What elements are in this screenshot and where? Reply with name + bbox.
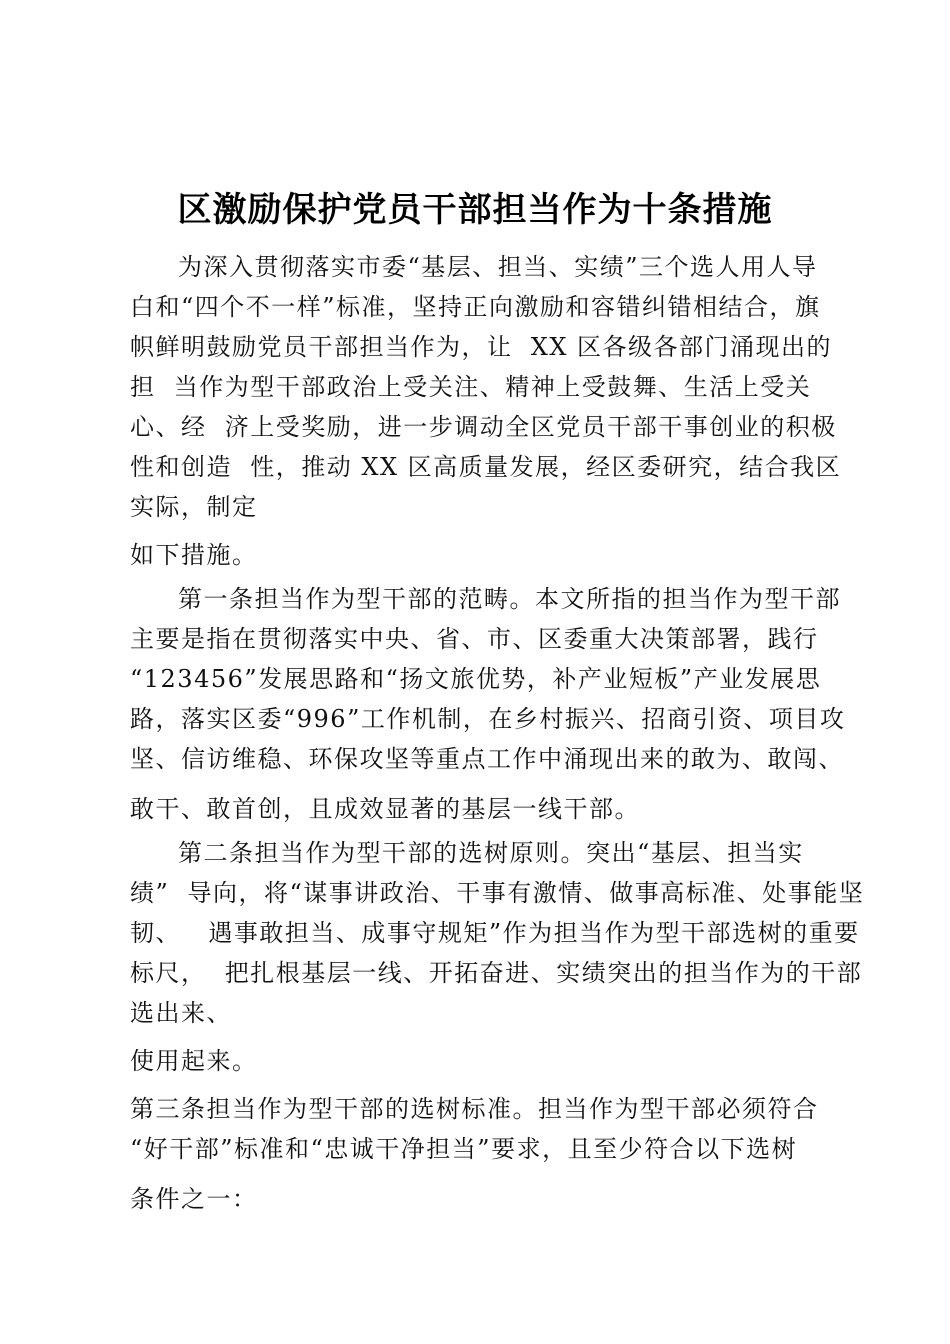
document-title: 区激励保护党员干部担当作为十条措施	[177, 190, 773, 230]
text-line: “123456”发展思路和“扬文旅优势，补产业短板”产业发展思	[130, 665, 822, 693]
text-line: 路，落实区委“996”工作机制，在乡村振兴、招商引资、项目攻	[130, 705, 846, 733]
text-line: 绩” 导向，将“谋事讲政治、干事有激情、做事高标准、处事能坚	[130, 879, 865, 907]
text-line: 韧、 遇事敢担当、成事守规矩”作为担当作为型干部选树的重要	[130, 919, 860, 947]
text-line: 担 当作为型干部政治上受关注、精神上受鼓舞、生活上受关	[130, 373, 812, 401]
text-line: 第一条担当作为型干部的范畴。本文所指的担当作为型干部	[178, 585, 841, 613]
text-line: 心、经 济上受奖励，进一步调动全区党员干部干事创业的积极	[130, 413, 837, 441]
text-line: 实际，制定	[130, 493, 258, 521]
text-line: 敢干、敢首创，且成效显著的基层一线干部。	[130, 795, 640, 823]
text-line: 使用起来。	[130, 1047, 258, 1075]
text-line: 为深入贯彻落实市委“基层、担当、实绩”三个选人用人导	[178, 253, 818, 281]
text-line: 条件之一：	[130, 1185, 258, 1213]
text-line: 第三条担当作为型干部的选树标准。担当作为型干部必须符合	[130, 1095, 819, 1123]
text-line: 标尺， 把扎根基层一线、开拓奋进、实绩突出的担当作为的干部	[130, 959, 863, 987]
text-line: 性和创造 性，推动 XX 区高质量发展，经区委研究，结合我区	[130, 453, 842, 481]
text-line: 第二条担当作为型干部的选树原则。突出“基层、担当实	[178, 839, 804, 867]
text-line: 帜鲜明鼓励党员干部担当作为，让 XX 区各级各部门涌现出的	[130, 333, 833, 361]
text-line: 选出来、	[130, 999, 232, 1027]
text-line: 坚、信访维稳、环保攻坚等重点工作中涌现出来的敢为、敢闯、	[130, 745, 844, 773]
text-line: 白和“四个不一样”标准，坚持正向激励和容错纠错相结合，旗	[130, 293, 821, 321]
text-line: 如下措施。	[130, 541, 258, 569]
text-line: 主要是指在贯彻落实中央、省、市、区委重大决策部署，践行	[130, 625, 819, 653]
text-line: “好干部”标准和“忠诚干净担当”要求，且至少符合以下选树	[130, 1135, 798, 1163]
